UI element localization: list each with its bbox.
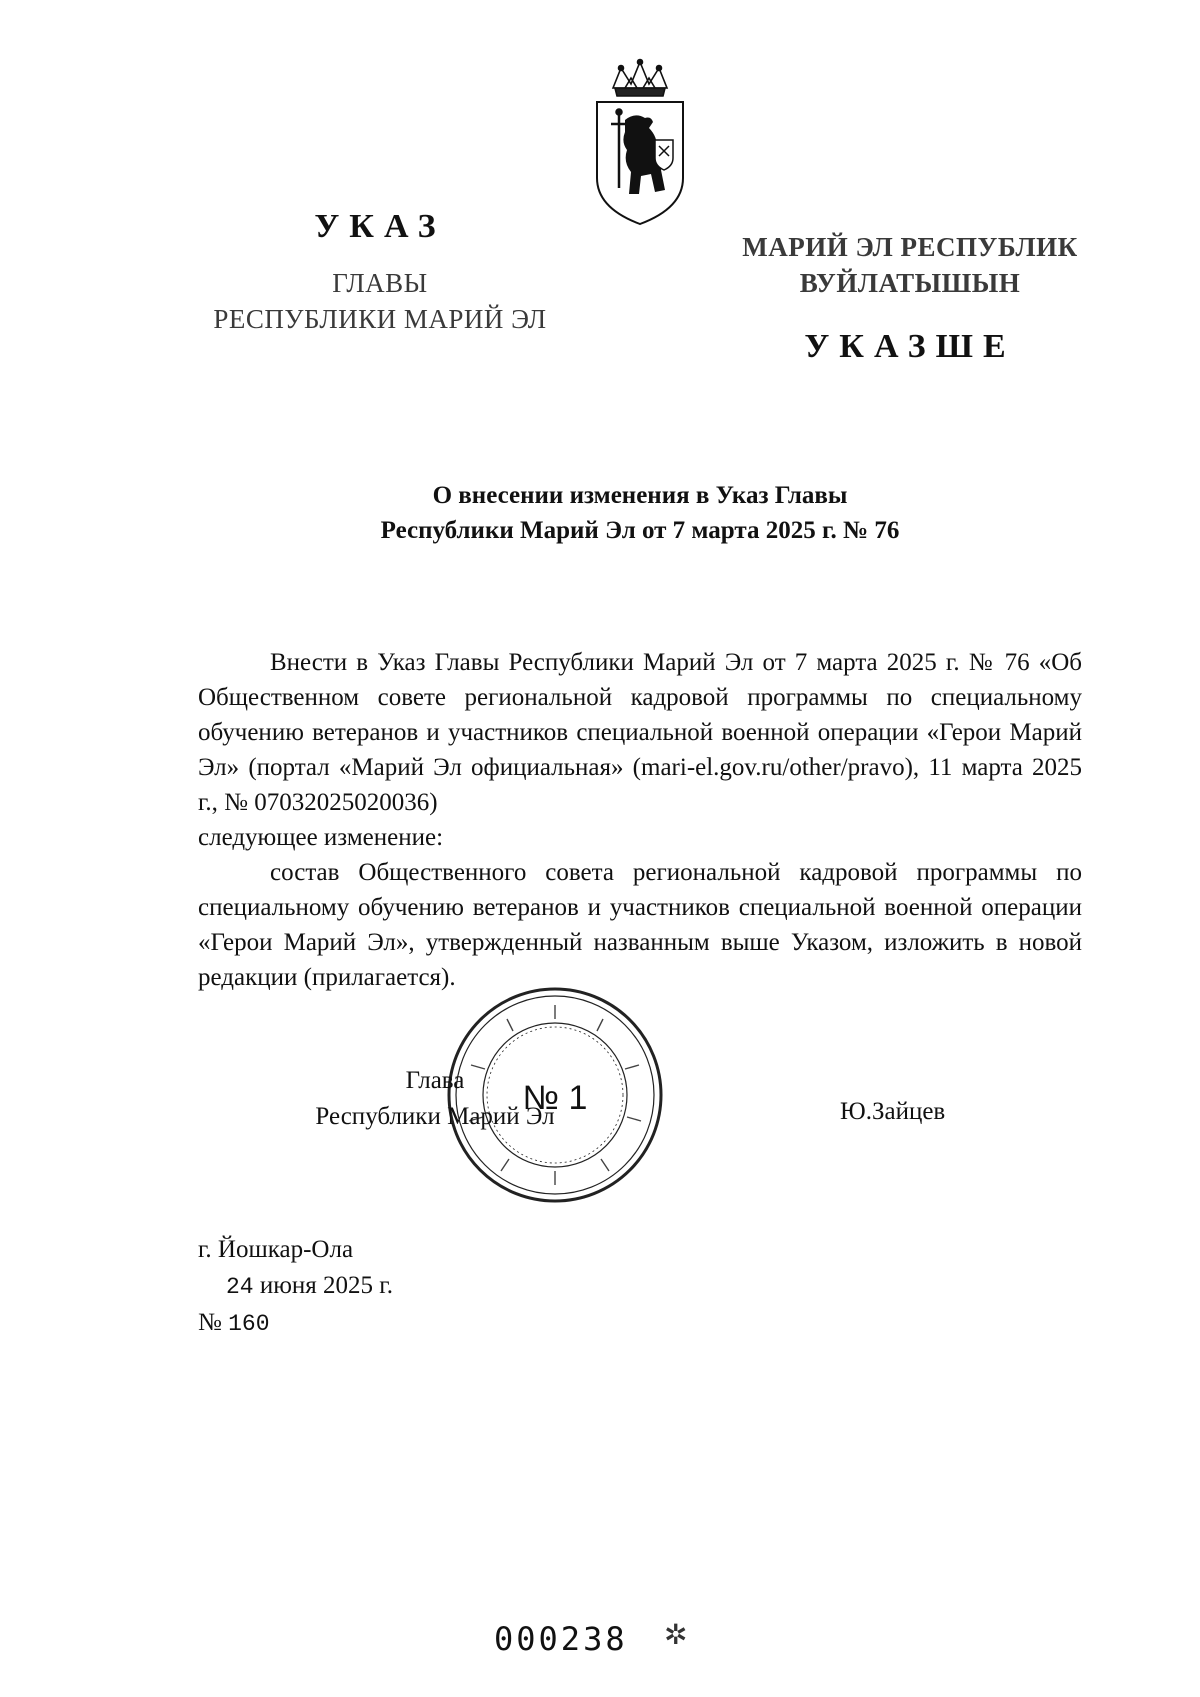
ornament-icon: ✲: [664, 1620, 688, 1651]
date-day: 24: [226, 1274, 254, 1300]
body-paragraph-1-end: следующее изменение:: [198, 824, 444, 851]
signatory-name: Ю.Зайцев: [840, 1098, 946, 1125]
header-right-line2: ВУЙЛАТЫШЫН: [799, 268, 1021, 298]
document-title-line1: О внесении изменения в Указ Главы: [432, 482, 848, 509]
date-month-year: июня 2025 г.: [259, 1272, 393, 1299]
signature-position-line1: Глава: [405, 1067, 465, 1094]
header-left-line1: ГЛАВЫ: [332, 268, 428, 298]
header-right-line1: МАРИЙ ЭЛ РЕСПУБЛИК: [742, 232, 1078, 262]
signature-position-line2: Республики Марий Эл: [315, 1103, 555, 1130]
document-title-line2: Республики Марий Эл от 7 марта 2025 г. № 76: [380, 517, 900, 544]
body-paragraph-2: состав Общественного совета региональной кадровой программы по специальному обучению ветеранов и участников специальной военной операции «Герои Марий Эл», утвержденный названным выше Указом, изложить в новой редакции (прилагается).: [198, 859, 1082, 991]
city: г. Йошкар-Ола: [198, 1236, 354, 1263]
document-title: [150, 478, 1130, 548]
header-left-line2: РЕСПУБЛИКИ МАРИЙ ЭЛ: [213, 304, 547, 334]
place-date-block: [198, 1232, 393, 1342]
decree-number: 160: [228, 1311, 270, 1337]
seal-number: № 1: [522, 1079, 588, 1117]
coat-of-arms-icon: [585, 58, 695, 228]
serial-number: 000238: [494, 1620, 628, 1658]
decree-title-mari: УКАЗШЕ: [804, 328, 1016, 365]
signature-position: [285, 1063, 585, 1135]
body-paragraph-1: Внести в Указ Главы Республики Марий Эл от 7 марта 2025 г. № 76 «Об Общественном совете региональной кадровой программы по специальному обучению ветеранов и участников специальной военной операции «Герои Марий Эл» (портал «Марий Эл официальная» (mari-el.gov.ru/other/pravo), 11 марта 2025 г., № 07032025020036): [198, 649, 1082, 816]
decree-title-ru: УКАЗ: [314, 208, 446, 245]
document-body: [198, 645, 1082, 995]
decree-number-prefix: №: [198, 1309, 222, 1336]
